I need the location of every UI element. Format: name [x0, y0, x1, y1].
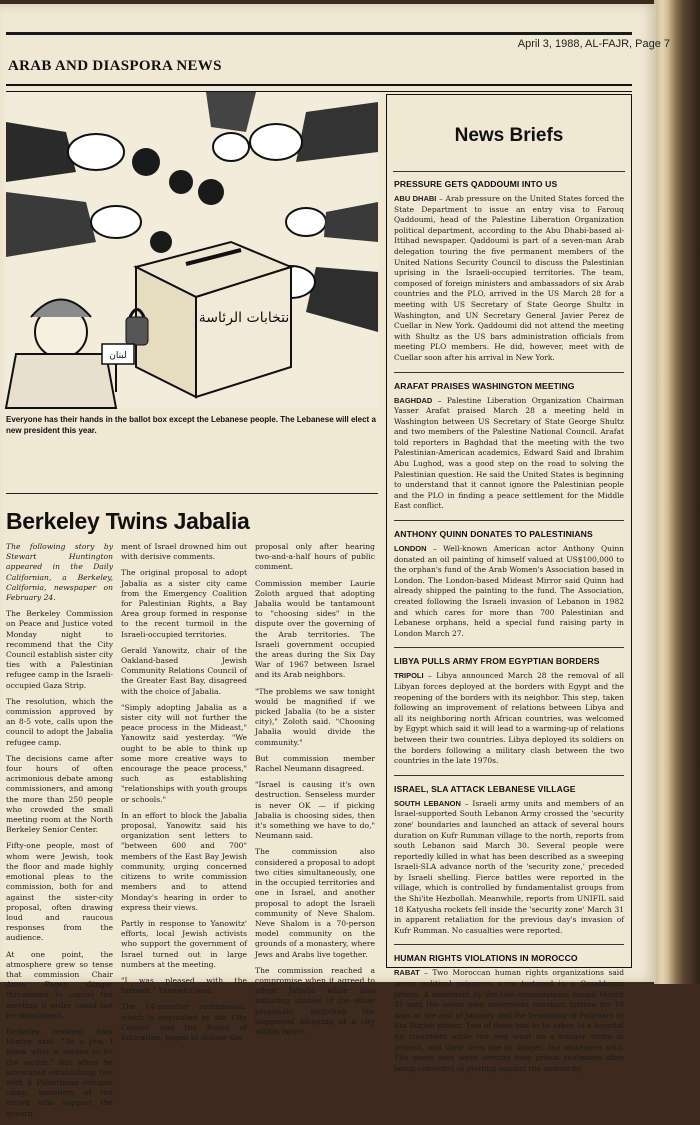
political-cartoon [6, 92, 378, 408]
article-paragraph: The decisions came after four hours of often acrimonious debate among commissioners, and among the more than 250 people who crowded the small meeting room at the North Berkeley Senior Center. [6, 753, 113, 835]
brief-item [394, 529, 624, 639]
article-divider [6, 493, 378, 494]
brief-item [394, 381, 624, 513]
brief-body [394, 799, 624, 937]
section-rule [6, 84, 632, 92]
brief-separator [394, 372, 624, 373]
article-paragraph: But commission member Rachel Neumann disagreed. [255, 753, 375, 774]
article-paragraph: The original proposal to adopt Jabalia as a sister city came from the Emergency Coalition for Palestinian Rights, a Bay Area group formed in response to the recent turmoil in the Israeli-occupied territories. [121, 568, 247, 639]
cuff-3 [198, 179, 224, 205]
brief-body [394, 396, 624, 513]
article-paragraph: Commission member Laurie Zoloth argued that adopting Jabalia would be tantamount to "choosing sides" in the dispute over the governing of the Arab territories. The Israeli government occupied the areas during the Six Day War of 1967 between Israel and its Arab neighbors. [255, 578, 375, 680]
brief-body [394, 671, 624, 766]
cuff-2 [169, 170, 193, 194]
brief-text: – Two Moroccan human rights organizations said seven political prisoners were tortured in a Casablanca prison. A statement by the two organizations issued March 31 said the seven men underwent constant torture for 10 days at the end of January and the beginning of February at Ein Burjeh prison. Two of them had to be taken to a hospital for treatment while the rest went on a hunger strike in protest, and their lives are in danger, the statement said. The seven men were serving long prison sentences after being convicted of plotting against the monarchy. [394, 968, 625, 1073]
brief-item [394, 784, 624, 937]
hand-5 [213, 133, 249, 161]
lebanon-sign-text: لبنان [109, 351, 127, 361]
brief-dateline: TRIPOLI [394, 671, 424, 681]
brief-item [394, 656, 624, 766]
article-paragraph: ment of Israel drowned him out with derisive comments. [121, 542, 247, 562]
briefs-list [394, 179, 624, 1082]
article-paragraph: Fifty-one people, most of whom were Jewish, took the floor and made highly emotional pleas to the commission, both for and against the sister-city proposal, often drawing loud and raucous responses from the audience. [6, 841, 113, 943]
article-paragraph: The 14-member commission, which is appointed by the City Council and the Board of Education, began to debate the [121, 1002, 247, 1042]
cartoon-caption: Everyone has their hands in the ballot box except the Lebanese people. The Lebanese will elect a new president this year. [6, 415, 376, 435]
article-column-3 [255, 542, 375, 1043]
article-paragraph: "I was pleased with the turnout," Yanowitz said. [121, 975, 247, 996]
article-paragraph: "Simply adopting Jabalia as a sister city will not further the peace process in the Mideast," Yanowitz said yesterday. "We ought to be able to think up some more creative ways to encourage the peace process," such as establishing "relationships with youth groups or schools." [121, 702, 248, 804]
brief-dateline: BAGHDAD [394, 395, 433, 405]
cartoon-drawing [6, 92, 378, 408]
cuff-1 [132, 148, 160, 176]
brief-heading: PRESSURE GETS QADDOUMI INTO US [394, 179, 558, 189]
brief-item [394, 953, 624, 1074]
brief-separator [394, 775, 624, 776]
article-paragraph: The commission reached a compromise when it agreed to adopt Jabalia while also initiating studies of the other proposals, including the suggested adopting of a city within Israel. [255, 965, 375, 1036]
briefs-title-rule [393, 171, 625, 172]
article-paragraph: At one point, the atmosphere grew so tense that commission Chair Anne Fagen Ginger threatened to cancel the meeting if order could not be maintained. [6, 949, 113, 1020]
article-paragraph: Berkeley resident Sam Hurley said: "As a Jew, I know what it means to be the victim." But when he advocated establishing ties with a Palestinian refugee camp, members of the crowd who support the govern- [6, 1026, 113, 1118]
brief-text: – Palestine Liberation Organization Chairman Yasser Arafat praised March 28 a meeting held in Washington between US Secretary of State George Shultz and two members of the Palestine National Council. Arafat told reporters in Baghdad that the meeting with the two Palestinian-American academics, Edward Said and Ibrahim Abu Lughod, was a good step on the road to solving the Palestinian question. He said the United States is beginning to understand that it cannot ignore the Palestinian people and the PLO in finding a peace settlement for the Middle East conflict. [394, 395, 624, 511]
article-paragraph: "Israel is causing it's own destruction. Senseless murder is never OK — if picking Jabalia is choosing sides, then it's something we have to do," Neumann said. [255, 780, 375, 841]
brief-separator [394, 520, 624, 521]
news-briefs-title: News Briefs [454, 125, 564, 146]
brief-text: – Well-known American actor Anthony Quinn donated an oil painting of himself valued at US$100,000 to the orphan's fund of the Arab Women's Association based in London. The London-based Mideast Mirror said Quinn had already shipped the painting to the fund. The Association, created following the Israeli invasion of Lebanon in 1982 and which cares for more than 700 Palestinian and Lebanese orphans, held a special fund raising party in London March 27. [394, 544, 624, 638]
hand-1 [68, 134, 124, 170]
hand-2 [91, 206, 141, 238]
article-paragraph: The Berkeley Commission on Peace and Justice voted Monday night to recommend that the City Council establish sister city ties with a Palestinian refugee camp in the Israeli-occupied Gaza Strip. [6, 609, 113, 690]
brief-dateline: RABAT [394, 968, 420, 978]
page-info: April 3, 1988, AL-FAJR, Page 7 [517, 38, 670, 50]
cuff-4 [150, 231, 172, 253]
brief-heading: ARAFAT PRAISES WASHINGTON MEETING [394, 380, 575, 391]
brief-body [394, 544, 624, 639]
article-paragraph: proposal only after hearing two-and-a-half hours of public comment. [255, 542, 375, 572]
brief-body [394, 194, 624, 364]
brief-item [394, 179, 624, 364]
article-paragraph: In an effort to block the Jabalia proposal, Yanowitz said his organization sent letters to "between 600 and 700" members of the East Bay Jewish community, urging concerned citizens to write commission members and to attend Monday's hearing in order to express their views. [121, 810, 247, 912]
article-paragraph: The resolution, which the commission approved by an 8-5 vote, calls upon the council to adopt the Jabalia refugee camp. [6, 696, 113, 747]
brief-heading: ISRAEL, SLA ATTACK LEBANESE VILLAGE [394, 783, 576, 794]
section-title: ARAB AND DIASPORA NEWS [8, 58, 222, 74]
article-paragraph: Gerald Yanowitz, chair of the Oakland-based Jewish Community Relations Council of the Greater East Bay, disagreed with the choice of Jabalia. [121, 645, 247, 696]
brief-heading: ANTHONY QUINN DONATES TO PALESTINIANS [394, 529, 593, 540]
brief-heading: HUMAN RIGHTS VIOLATIONS IN MOROCCO [394, 953, 578, 964]
padlock-icon [126, 317, 148, 345]
article-column-2 [121, 542, 247, 1049]
brief-separator [394, 647, 624, 648]
article-paragraph: "The problems we saw tonight would be magnified if we picked Jabalia (to be a sister city)," Zoloth said. "Choosing Jabalia would divide the community." [255, 686, 375, 747]
brief-heading: LIBYA PULLS ARMY FROM EGYPTIAN BORDERS [394, 656, 600, 667]
brief-separator [394, 944, 624, 945]
brief-dateline: SOUTH LEBANON [394, 798, 461, 808]
brief-text: – Arab pressure on the United States forced the State Department to issue an entry visa to Farouq Qaddoumi, head of the Palestine Liberation Organization political department, according to the Abu Dhabi-based al-Ittihad newspaper. Qaddoumi is part of a seven-man Arab delegation touring the five permanent members of the United Nations Security Council to discuss the Palestinian uprising in the Israeli-occupied territories. The team, composed of foreign ministers and ambassadors of six Arab countries and the PLO, arrived in the US March 28 for a meeting with US Secretary of State George Shultz in Washington, and UN Secretary General Javier Perez de Cuellar in New York. Qaddoumi did not attend the meeting with Shultz as the US bars administration officials from meeting PLO members. He did, however, meet with de Cuellar soon after his arrival in New York. [394, 194, 625, 362]
ballot-box-label: انتخابات الرئاسة [198, 310, 294, 326]
article-paragraph: Partly in response to Yanowitz' efforts, local Jewish activists who support the government of Israel turned out in large numbers at the meeting. [121, 918, 247, 969]
article-byline: The following story by Stewart Huntington appeared in the Daily Californian, a Berkeley, California, newspaper on February 24. [6, 542, 113, 603]
brief-text: – Libya announced March 28 the removal of all Libyan forces deployed at the borders with Egypt and the reopening of the borders with its neighbor. This step, taken following an improvement of relations between Libya and all its neighboring north African countries, was welcomed by Egypt which said it will lead to a warming-up of relations between their two countries. Libya deployed its soldiers on the borders following a military clash between the two countries in the late 1970s. [394, 671, 624, 766]
article-column-1 [6, 542, 113, 1125]
news-briefs-box [386, 94, 632, 1073]
brief-body [394, 968, 624, 1074]
article-headline: Berkeley Twins Jabalia [6, 508, 250, 534]
hand-3 [250, 124, 302, 160]
brief-text: – Israeli army units and members of an Israel-supported South Lebanon Army crossed the 'security zone' boundaries and launched an attack of several hours duration on Kufr Rumman village to the north, reports from south Lebanon said March 30. Several people were reportedly killed in what has been described as a sweeping Israeli-SLA advance north of the 'security zone,' preceded by Israeli shelling. Fierce battles were reported in the village, which is controlled by fundamentalist groups from the Shi'ite Hezbollah. Meanwhile, reports from UNIFIL said 18 Katyusha rockets fell inside the 'security zone' March 31 in apparent retaliation for the previous day's invasion of Kufr Rumman. No casualties were reported. [394, 798, 624, 935]
article-paragraph: The commission also considered a proposal to adopt two cities simultaneously, one in the occupied territories and one in Israel, and another proposal to adopt the Israeli community of Neve Shalom. Neve Shalom is a 70-person model community on the grounds of a monastery, where Jews and Arabs live together. [255, 847, 375, 959]
brief-dateline: LONDON [394, 544, 427, 554]
top-rule [6, 32, 632, 35]
man-body [6, 354, 116, 408]
book-binding [654, 0, 700, 984]
brief-dateline: ABU DHABI [394, 194, 437, 203]
